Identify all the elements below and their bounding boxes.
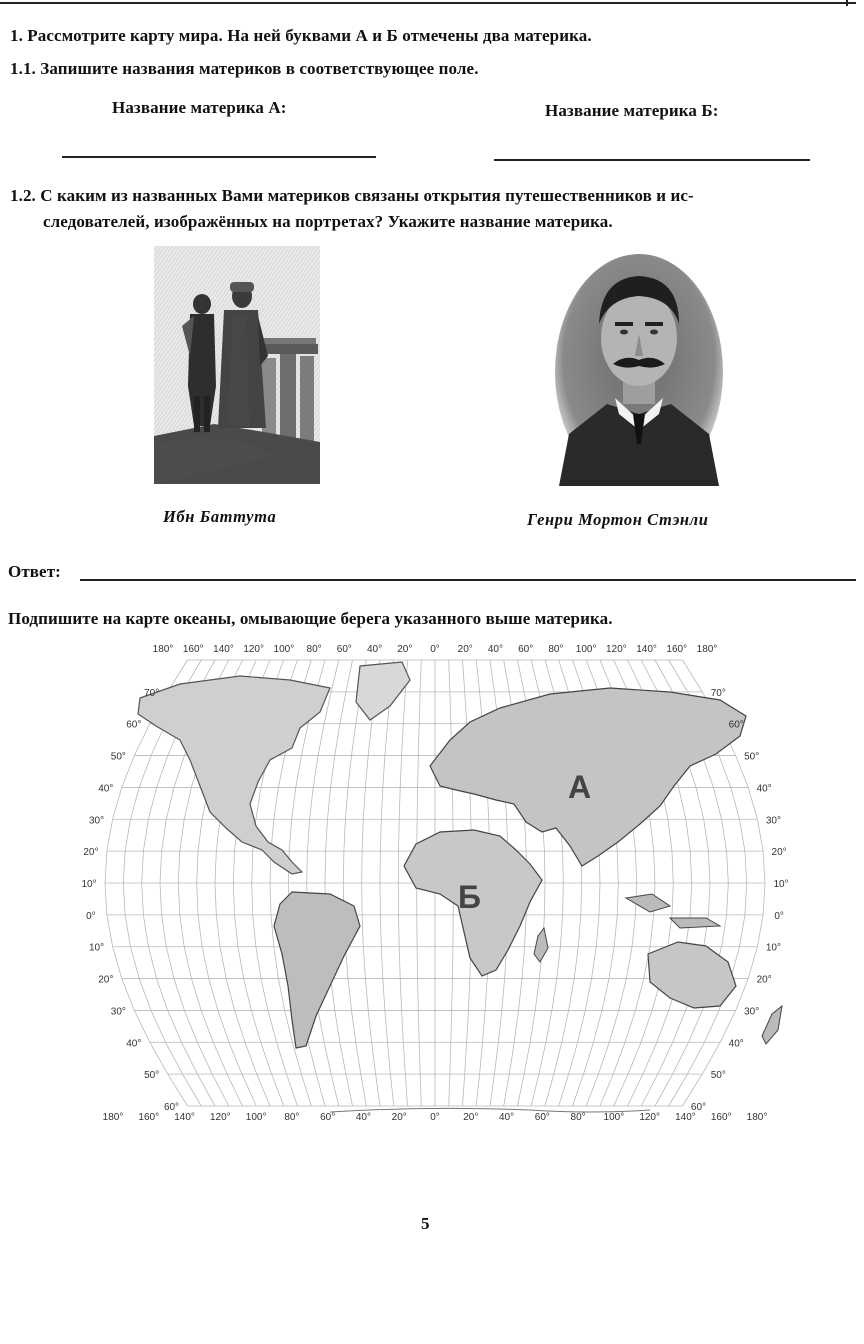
lon-label-bottom: 20°: [391, 1112, 407, 1123]
task1-heading: 1. Рассмотрите карту мира. На ней буквами А и Б отмечены два материка.: [10, 26, 592, 45]
lon-label-top: 20°: [397, 644, 413, 655]
lat-label-right: 20°: [756, 974, 772, 986]
task1-1-heading: 1.1. Запишите названия материков в соответствующее поле.: [10, 59, 479, 78]
lon-label-top: 100°: [273, 644, 295, 655]
page-number: 5: [421, 1214, 430, 1233]
lat-label-left: 30°: [110, 1006, 126, 1018]
lon-label-top: 180°: [696, 644, 718, 655]
continent-b-answer-line[interactable]: [494, 159, 810, 161]
greenland-shape: [356, 662, 410, 720]
new-zealand-shape: [762, 1006, 782, 1044]
lon-label-bottom: 160°: [138, 1112, 160, 1123]
lat-label-right: 60°: [728, 719, 744, 731]
lon-label-bottom: 80°: [570, 1112, 586, 1123]
lat-label-right: 40°: [728, 1038, 744, 1050]
lon-label-top: 140°: [636, 644, 657, 655]
lon-label-top: 40°: [366, 644, 383, 655]
lat-label-right: 50°: [710, 1070, 726, 1082]
stanley-portrait: [555, 254, 723, 486]
lat-label-right: 10°: [765, 942, 781, 954]
madagascar-shape: [534, 928, 548, 962]
lat-label-left: 10°: [89, 942, 105, 954]
lat-label-right: 10°: [773, 879, 789, 890]
task1-2-line2: следователей, изображённых на портретах? Укажите название материка.: [43, 212, 613, 231]
lon-label-top: 40°: [487, 644, 504, 655]
lat-label-left: 60°: [126, 719, 142, 731]
lon-label-bottom: 160°: [710, 1112, 732, 1123]
lon-label-bottom: 20°: [463, 1112, 479, 1123]
continent-a-label: Название материка А:: [112, 98, 287, 117]
lat-label-left: 40°: [126, 1038, 142, 1050]
lon-label-top: 60°: [336, 644, 352, 655]
lat-label-left: 10°: [81, 879, 97, 890]
lat-label-left: 70°: [144, 687, 160, 699]
lat-label-right: 30°: [765, 815, 781, 827]
continent-a-marker: А: [568, 769, 592, 805]
lon-label-bottom: 60°: [320, 1112, 336, 1123]
ibn-battuta-portrait: [154, 246, 320, 484]
lon-label-top: 100°: [575, 644, 597, 655]
lon-label-top: 160°: [666, 644, 688, 655]
lon-label-bottom: 180°: [746, 1112, 768, 1123]
antarctica-edge: [330, 1108, 650, 1112]
lon-label-bottom: 140°: [174, 1112, 195, 1123]
lon-label-top: 80°: [306, 644, 322, 655]
lat-label-right: 50°: [744, 751, 760, 763]
map-instruction: Подпишите на карте океаны, омывающие берега указанного выше материка.: [8, 609, 613, 628]
lon-label-bottom: 80°: [284, 1112, 300, 1123]
lon-label-top: 20°: [457, 644, 473, 655]
stanley-caption: Генри Мортон Стэнли: [527, 510, 709, 529]
lon-label-bottom: 0°: [430, 1112, 440, 1123]
australia-shape: [648, 942, 736, 1008]
lon-label-bottom: 180°: [102, 1112, 124, 1123]
continent-a-answer-line[interactable]: [62, 156, 376, 158]
lon-label-top: 120°: [605, 644, 627, 655]
top-rule: [0, 2, 856, 4]
lat-label-right: 20°: [771, 847, 787, 859]
lon-label-top: 60°: [518, 644, 534, 655]
continent-b-label: Название материка Б:: [545, 101, 719, 120]
answer-line[interactable]: [80, 579, 856, 581]
lon-label-top: 80°: [548, 644, 564, 655]
lon-label-bottom: 100°: [603, 1112, 625, 1123]
top-corner-mark: [846, 0, 848, 6]
lon-label-top: 180°: [152, 644, 174, 655]
lat-label-left: 30°: [89, 815, 105, 827]
lat-label-left: 50°: [110, 751, 126, 763]
lon-label-top: 140°: [213, 644, 234, 655]
lat-label-left: 60°: [163, 1102, 180, 1113]
lat-label-left: 0°: [86, 910, 96, 922]
lon-label-bottom: 120°: [209, 1112, 231, 1123]
lat-label-left: 50°: [144, 1070, 160, 1082]
lat-label-right: 0°: [774, 910, 784, 922]
lon-label-bottom: 100°: [245, 1112, 267, 1123]
lon-label-top: 120°: [243, 644, 265, 655]
lat-label-right: 30°: [744, 1006, 760, 1018]
lat-label-left: 40°: [98, 783, 114, 795]
lat-label-right: 70°: [710, 687, 726, 699]
answer-label: Ответ:: [8, 562, 61, 581]
lat-label-left: 20°: [83, 847, 99, 859]
lat-label-right: 60°: [690, 1102, 707, 1113]
lon-label-bottom: 140°: [675, 1112, 696, 1123]
lon-label-bottom: 60°: [534, 1112, 550, 1123]
lon-label-bottom: 40°: [355, 1112, 372, 1123]
lat-label-left: 20°: [98, 974, 114, 986]
lon-label-bottom: 120°: [639, 1112, 661, 1123]
lon-label-top: 0°: [430, 644, 440, 655]
lon-label-top: 160°: [182, 644, 204, 655]
lon-label-bottom: 40°: [498, 1112, 515, 1123]
north-america-shape: [138, 676, 330, 874]
continent-b-marker: Б: [458, 879, 481, 915]
ibn-battuta-caption: Ибн Баттута: [163, 507, 277, 526]
world-map[interactable]: [30, 636, 840, 1136]
lat-label-right: 40°: [756, 783, 772, 795]
task1-2-line1: 1.2. С каким из названных Вами материков связаны открытия путешественников и ис-: [10, 186, 694, 205]
